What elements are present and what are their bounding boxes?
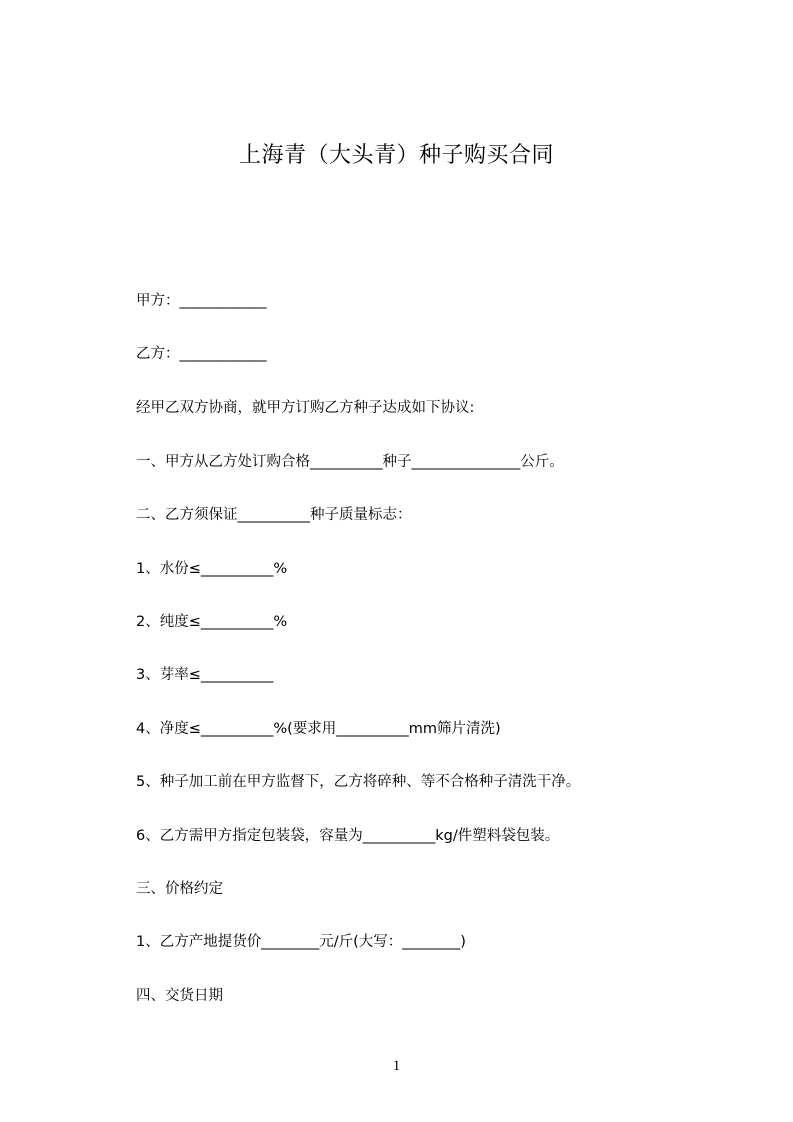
price-item: 1、乙方产地提货价________元/斤(大写：________) <box>136 934 466 950</box>
clause-3-heading: 三、价格约定 <box>136 881 223 897</box>
clause-4-heading: 四、交货日期 <box>136 988 223 1004</box>
item-purity: 2、纯度≤__________% <box>136 614 288 630</box>
page-number: 1 <box>392 1058 401 1074</box>
item-packaging: 6、乙方需甲方指定包装袋，容量为__________kg/件塑料袋包装。 <box>136 828 560 844</box>
clause-2: 二、乙方须保证__________种子质量标志： <box>136 507 412 523</box>
item-germination: 3、芽率≤__________ <box>136 667 274 683</box>
item-moisture: 1、水份≤__________% <box>136 561 288 577</box>
agreement-intro: 经甲乙双方协商，就甲方订购乙方种子达成如下协议: <box>136 400 475 416</box>
item-cleanliness: 4、净度≤__________%(要求用__________mm筛片清洗) <box>136 721 501 737</box>
item-cleaning: 5、种子加工前在甲方监督下，乙方将碎种、等不合格种子清洗干净。 <box>136 774 581 790</box>
party-b-line: 乙方：____________ <box>136 346 267 362</box>
party-a-line: 甲方：____________ <box>136 293 267 309</box>
clause-1: 一、甲方从乙方处订购合格__________种子_______________公斤。 <box>136 454 564 470</box>
document-title: 上海青（大头青）种子购买合同 <box>238 143 554 168</box>
